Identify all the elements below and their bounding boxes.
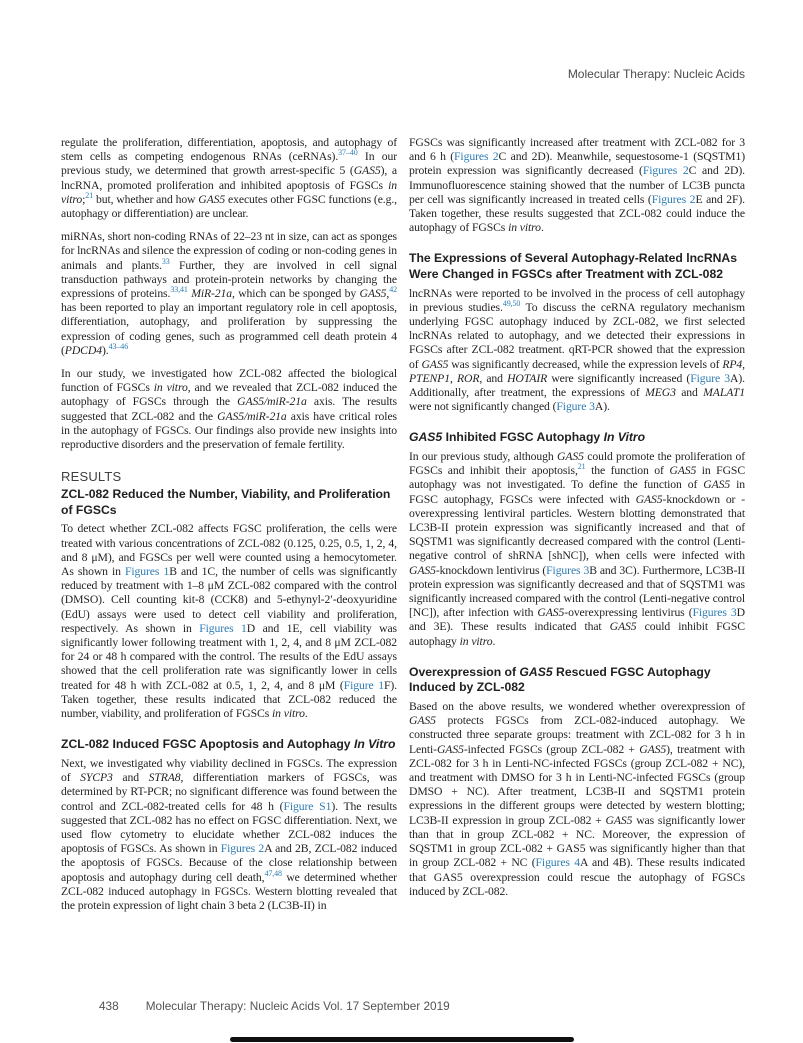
figure-link[interactable]: Figures 3 <box>546 563 590 577</box>
text-run: we determined whether ZCL-082 induced autophagy in FGSCs. Western blotting revealed that the protein expression of light chain 3 beta 2 (LC3B-II) in <box>61 870 397 912</box>
text-run: in vitro <box>61 178 397 206</box>
text-run: has been reported to play an important regulatory role in cell apoptosis, differentiation, autophagy, and proliferation by suppressing the expression of coding genes, such as programmed cell death protein 4 ( <box>61 301 397 357</box>
text-run: GAS5 <box>421 357 449 371</box>
text-run: In Vitro <box>353 737 396 752</box>
text-run: , <box>449 371 457 385</box>
text-run: Inhibited FGSC Autophagy <box>442 430 604 445</box>
text-run: GAS5 <box>409 430 443 445</box>
text-run: Overexpression of <box>409 664 520 679</box>
left-column <box>61 136 397 922</box>
figure-link[interactable]: Figures 3 <box>692 606 737 620</box>
text-run: ZCL-082 Reduced the Number, Viability, and Proliferation of FGSCs <box>61 487 391 517</box>
text-run: GAS5 <box>353 164 381 178</box>
page-number: 438 <box>99 999 119 1013</box>
text-run: GAS5 <box>359 287 387 301</box>
citation-link[interactable]: 42 <box>389 285 397 295</box>
text-run: Further, they are involved in cell signal transduction pathways and protein-protein networks by changing the expressions of proteins. <box>61 258 398 301</box>
text-run: regulate the proliferation, differentiation, apoptosis, and autophagy of stem cells as competing endogenous RNAs (ceRNAs). <box>61 136 397 164</box>
text-run: in FGSC autophagy, FGSCs were infected with <box>409 478 745 506</box>
text-run: GAS5 <box>635 492 663 506</box>
text-run: protects FGSCs from ZCL-082-induced autophagy. We constructed three separate groups: treatment with ZCL-082 for 3 h in Lenti- <box>409 714 745 756</box>
text-run: . <box>304 707 308 721</box>
text-run: MiR-21a <box>191 287 233 301</box>
text-run: in vitro <box>459 634 493 648</box>
citation-link[interactable]: 49,50 <box>502 298 521 308</box>
citation-link[interactable]: 37–40 <box>338 148 358 158</box>
text-run: . <box>540 221 544 235</box>
text-run: GAS5 <box>669 464 697 478</box>
subsection-heading <box>409 665 745 696</box>
paragraph <box>409 700 745 899</box>
text-run: , which can be sponged by <box>232 287 360 301</box>
figure-link[interactable]: Figure 3 <box>690 371 731 385</box>
text-run: ), treatment with ZCL-082 for 3 h in Lenti-NC-infected FGSCs (group ZCL-082 + NC), and treatment with DMSO for 3 h in Lenti-NC-infected FGSCs (group DMSO + NC). After treatment, LC3B-II and SQSTM1 protein expressions in the different groups were detected by western blotting; LC3B-II expression in group ZCL-082 + <box>409 742 746 827</box>
text-run: GAS5 <box>519 664 553 679</box>
text-run: HOTAIR <box>507 371 548 385</box>
figure-link[interactable]: Figures 1 <box>199 621 247 635</box>
text-run: RP4 <box>722 357 743 371</box>
text-run: lncRNAs were reported to be involved in the process of cell autophagy in previous studies. <box>409 286 745 314</box>
citation-link[interactable]: 33,41 <box>170 285 188 295</box>
citation-link[interactable]: 21 <box>577 462 586 472</box>
text-run: -infected FGSCs (group ZCL-082 + <box>463 742 640 756</box>
text-run: C and 2D). Meanwhile, sequestosome-1 (SQSTM1) protein expression was significantly decreased ( <box>409 150 745 178</box>
text-run: Rescued FGSC Autophagy Induced by ZCL-082 <box>409 664 711 695</box>
text-run: GAS5 <box>605 813 633 827</box>
text-run: E and 2F). Taken together, these results suggested that ZCL-082 could induce the autophagy of FGSCs <box>409 192 745 235</box>
figure-link[interactable]: Figures 2 <box>651 192 696 206</box>
text-run: In Vitro <box>603 430 646 445</box>
page-footer <box>99 999 450 1013</box>
text-run: A and 2B, ZCL-082 induced the apoptosis of FGSCs. Because of the close relationship between apoptosis and autophagy during cell death, <box>61 842 397 884</box>
text-run: GAS5 <box>703 478 731 492</box>
text-run: , differentiation markers of FGSCs, was determined by RT-PCR; no significant difference was found between the control and ZCL-082-treated cells for 48 h ( <box>61 771 398 813</box>
text-run: GAS5 <box>639 742 667 756</box>
text-run: In our study, we investigated how ZCL-082 affected the biological function of FGSCs <box>61 367 397 395</box>
paragraph <box>409 136 745 235</box>
figure-link[interactable]: Figures 2 <box>220 842 265 856</box>
text-run: B and 1C, the number of cells was significantly reduced by treatment with 1–8 μM ZCL-082 compared with the control (DMSO). Cell counting kit-8 (CCK8) and 5-ethynyl-2′-deoxyuridine (EdU) assays were used to detect cell viability and proliferation, respectively. As shown in <box>61 565 397 635</box>
text-run: in vitro <box>508 221 541 235</box>
text-run: was significantly decreased, while the expression levels of <box>448 357 723 371</box>
citation-link[interactable]: 33 <box>161 256 170 266</box>
section-heading <box>61 469 397 484</box>
text-run: RESULTS <box>61 469 122 485</box>
home-indicator-bar <box>230 1037 574 1042</box>
text-run: GAS5 <box>436 742 464 756</box>
text-run: , and we revealed that ZCL-082 induced the autophagy of FGSCs through the <box>61 381 397 409</box>
text-run: , and <box>479 371 508 385</box>
text-run: , <box>742 357 745 371</box>
subsection-heading <box>409 430 745 446</box>
footer-journal-info: Molecular Therapy: Nucleic Acids Vol. 17 September 2019 <box>145 999 450 1013</box>
figure-link[interactable]: Figures 2 <box>642 164 689 178</box>
text-run: axis have critical roles in the autophagy of FGSCs. Our findings also provide new insights into reproductive disorders and the preservation of female fertility. <box>61 409 397 452</box>
text-run: -knockdown or -overexpressing lentiviral particles. Western blotting demonstrated that LC3B-II protein expression was significantly increased and that of SQSTM1 was significantly decreased compared with the control (Lenti-negative control of shRNA [shNC]), when cells were infected with <box>409 492 746 563</box>
text-run: ), a lncRNA, promoted proliferation and inhibited apoptosis of FGSCs <box>61 164 397 192</box>
text-run: in FGSC autophagy was not investigated. To define the function of <box>409 464 746 492</box>
citation-link[interactable]: 47,48 <box>264 868 282 878</box>
text-run: STRA8 <box>148 771 181 785</box>
text-run: and <box>112 771 149 785</box>
text-run: B and 3C). Furthermore, LC3B-II protein expression was significantly decreased and that of SQSTM1 was significantly increased compared with the control (Lenti-negative control [NC]), after infection with <box>409 563 745 620</box>
paragraph <box>409 287 745 415</box>
text-run: ZCL-082 Induced FGSC Apoptosis and Autophagy <box>61 737 354 752</box>
paragraph <box>61 757 397 913</box>
text-run: MEG3 <box>645 386 676 400</box>
text-run: in vitro <box>272 707 305 721</box>
text-run: PDCD4 <box>64 343 102 357</box>
text-run: GAS5 <box>609 620 637 634</box>
figure-link[interactable]: Figure 1 <box>343 678 384 692</box>
text-run: in vitro <box>153 381 188 395</box>
text-run: GAS5/miR-21a <box>217 409 287 423</box>
text-run: Based on the above results, we wondered whether overexpression of <box>409 700 745 714</box>
citation-link[interactable]: 43–46 <box>108 341 129 351</box>
subsection-heading <box>61 487 397 518</box>
text-run: ; <box>82 192 86 206</box>
text-run: the function of <box>585 464 670 478</box>
paragraph <box>61 522 397 721</box>
text-run: GAS5 <box>537 606 565 620</box>
figure-link[interactable]: Figure 3 <box>556 400 595 414</box>
text-run: SYCP3 <box>80 771 113 785</box>
text-run: and <box>675 386 704 400</box>
paragraph <box>61 136 397 221</box>
text-run: D and 3E). These results indicated that <box>409 606 745 634</box>
paragraph <box>61 367 397 452</box>
text-run: GAS5 <box>198 192 226 206</box>
text-run: F). Taken together, these results indicated that ZCL-082 reduced the number, viability, and proliferation of FGSCs <box>61 678 397 721</box>
text-run: GAS5 <box>409 563 436 577</box>
text-run: GAS5 <box>557 450 584 464</box>
text-run: In our previous study, although <box>409 450 558 464</box>
figure-link[interactable]: Figures 2 <box>454 150 499 164</box>
paragraph <box>61 230 397 358</box>
text-run: executes other FGSC functions (e.g., autophagy or differentiation) are unclear. <box>61 192 397 221</box>
text-run: was significantly lower than that in group ZCL-082 + NC. Moreover, the expression of SQSTM1 in group ZCL-082 + GAS5 was significantly higher than that in group ZCL-082 + NC ( <box>409 813 745 870</box>
text-run: axis. The results suggested that ZCL-082 and the <box>61 395 397 423</box>
text-run: , <box>386 287 390 301</box>
text-run: A). <box>594 400 610 414</box>
paragraph <box>409 450 745 649</box>
text-run: GAS5 <box>409 714 436 728</box>
text-run: To detect whether ZCL-082 affects FGSC proliferation, the cells were treated with various concentrations of ZCL-082 (0.125, 0.25, 0.5, 1, 2, 4, and 8 μM), and FGSCs per well were counted using a hemocytometer. As shown in <box>61 522 397 579</box>
text-run: . <box>492 634 496 648</box>
text-run: -knockdown lentivirus ( <box>435 563 547 577</box>
figure-link[interactable]: Figures 4 <box>535 856 580 870</box>
text-run: ). <box>101 343 109 357</box>
figure-link[interactable]: Figures 1 <box>124 565 170 579</box>
text-run: C and 2D). Immunofluorescence staining showed that the number of LC3B puncta per cell was significantly increased in treated cells ( <box>409 164 745 206</box>
text-run: PTENP1 <box>409 371 450 385</box>
text-run: miRNAs, short non-coding RNAs of 22–23 nt in size, can act as sponges for lncRNAs and silence the expression of coding or non-coding genes in animals and plants. <box>61 230 397 272</box>
citation-link[interactable]: 21 <box>85 190 94 200</box>
text-run: were not significantly changed ( <box>409 400 557 414</box>
article-body <box>61 136 745 922</box>
text-run: FGSCs was significantly increased after treatment with ZCL-082 for 3 and 6 h ( <box>409 136 745 164</box>
right-column <box>409 136 745 908</box>
text-run: MALAT1 <box>703 386 745 400</box>
running-head: Molecular Therapy: Nucleic Acids <box>567 67 745 81</box>
text-run: The Expressions of Several Autophagy-Related lncRNAs Were Changed in FGSCs after Treatment with ZCL-082 <box>409 251 738 282</box>
subsection-heading <box>409 251 745 282</box>
text-run: were significantly increased ( <box>547 371 691 385</box>
text-run: GAS5/miR-21a <box>237 395 307 409</box>
text-run: A and 4B). These results indicated that GAS5 overexpression could rescue the autophagy of FGSCs induced by ZCL-082. <box>409 856 745 898</box>
text-run: D and 1E, cell viability was significantly lower following treatment with 1, 2, 4, and 8 μM ZCL-082 for 24 or 48 h compared with the control. The results of the EdU assays showed that the cell proliferation rate was significantly lower in cells treated for 48 h with ZCL-082 at 0.5, 1, 2, 4, and 8 μM ( <box>61 621 398 692</box>
text-run: In our previous study, we determined that growth arrest-specific 5 ( <box>61 150 397 178</box>
figure-link[interactable]: Figure S1 <box>283 799 332 813</box>
text-run: but, whether and how <box>93 192 199 206</box>
text-run: could promote the proliferation of FGSCs and inhibit their apoptosis, <box>409 450 745 478</box>
subsection-heading <box>61 737 397 753</box>
text-run: ROR <box>456 371 480 385</box>
text-run: could inhibit FGSC autophagy <box>409 620 745 648</box>
text-run: To discuss the ceRNA regulatory mechanism underlying FGSC autophagy induced by ZCL-082, we first selected lncRNAs related to autophagy, and we detected their expressions in FGSCs after ZCL-082 treatment. qRT-PCR showed that the expression of <box>409 300 746 371</box>
text-run: -overexpressing lentivirus ( <box>564 606 693 620</box>
text-run: A). Additionally, after treatment, the expressions of <box>409 371 745 400</box>
text-run: ). The results suggested that ZCL-082 has no effect on FGSC differentiation. Next, we used flow cytometry to elucidate whether ZCL-082 induces the apoptosis of FGSCs. As shown in <box>61 799 397 856</box>
text-run: Next, we investigated why viability declined in FGSCs. The expression of <box>61 756 397 785</box>
